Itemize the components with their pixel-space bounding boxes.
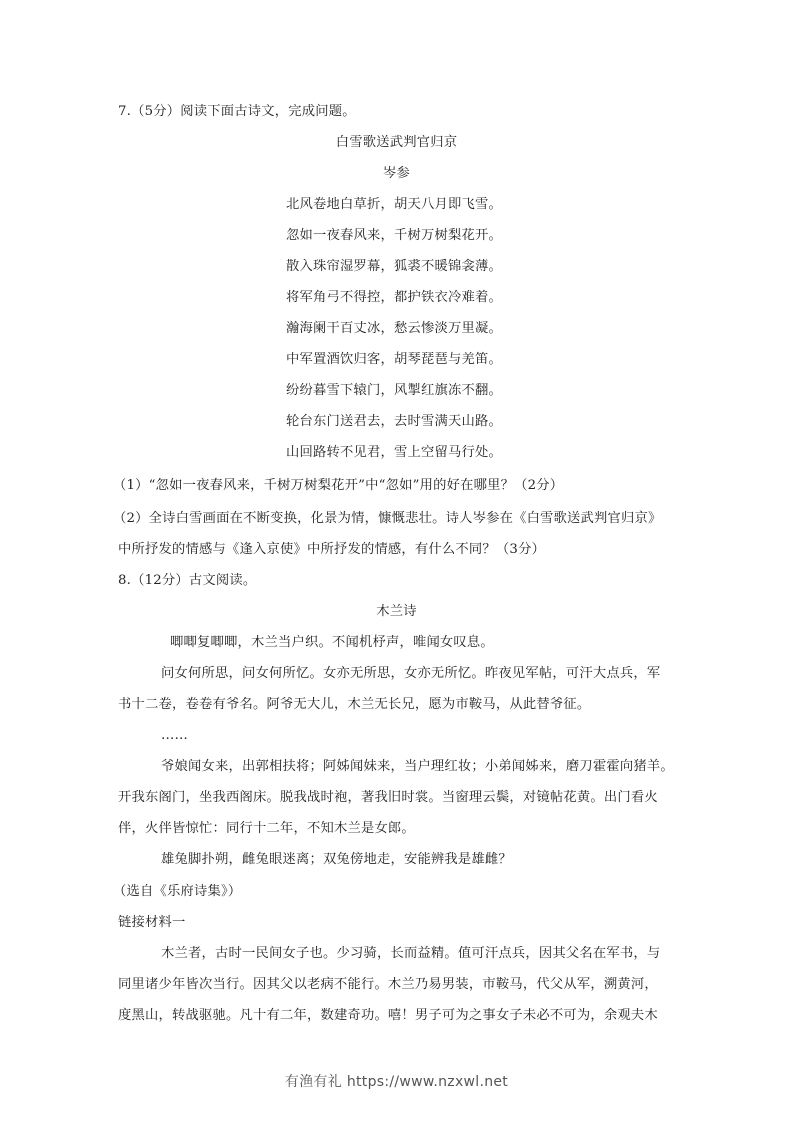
poem-title: 白雪歌送武判官归京 [335, 135, 458, 150]
poem-line: 北风卷地白草折，胡天八月即飞雪。 [286, 197, 502, 212]
poem-line: 散入珠帘湿罗幕，狐裘不暖锦衾薄。 [286, 259, 502, 274]
link-material-line: 同里诸少年皆次当行。因其父以老病不能行。木兰乃易男装，市鞍马，代父从军，溯黄河， [118, 977, 658, 992]
source-note: （选自《乐府诗集》） [113, 884, 242, 899]
poem-author: 岑参 [383, 166, 410, 181]
q7-subquestion-2-cont: 中所抒发的情感与《逢入京使》中所抒发的情感，有什么不同？（3分） [118, 542, 546, 557]
poem-line: 纷纷暮雪下辕门，风掣红旗冻不翻。 [286, 383, 502, 398]
paragraph-4: 雄兔脚扑朔，雌兔眼迷离；双兔傍地走，安能辨我是雄雌？ [161, 852, 512, 867]
paragraph-2-line: 问女何所思，问女何所忆。女亦无所思，女亦无所忆。昨夜见军帖，可汗大点兵，军 [161, 666, 661, 681]
paragraph-3-line: 爷娘闻女来，出郭相扶将；阿姊闻妹来，当户理红妆；小弟闻姊来，磨刀霍霍向猪羊。 [161, 759, 674, 774]
paragraph-3-line: 伴，火伴皆惊忙：同行十二年，不知木兰是女郎。 [118, 821, 415, 836]
paragraph-1: 唧唧复唧唧，木兰当户织。不闻机杼声，唯闻女叹息。 [170, 635, 494, 650]
poem-line: 山回路转不见君，雪上空留马行处。 [286, 445, 502, 460]
q7-subquestion-1: （1）“忽如一夜春风来，千树万树梨花开”中“忽如”用的好在哪里？（2分） [113, 478, 564, 493]
poem-line: 瀚海阑干百丈冰，愁云惨淡万里凝。 [286, 321, 502, 336]
poem-line: 中军置酒饮归客，胡琴琵琶与羌笛。 [286, 352, 502, 367]
paragraph-3-line: 开我东阁门，坐我西阁床。脱我战时袍，著我旧时裳。当窗理云鬓，对镜帖花黄。出门看火 [118, 790, 658, 805]
ellipsis: …… [161, 728, 188, 743]
paragraph-2-line: 书十二卷，卷卷有爷名。阿爷无大儿，木兰无长兄，愿为市鞍马，从此替爷征。 [118, 697, 591, 712]
link-material-line: 度黑山，转战驱驰。凡十有二年，数建奇功。嘻！男子可为之事女子未必不可为，余观夫木 [118, 1008, 658, 1023]
poem-line: 忽如一夜春风来，千树万树梨花开。 [286, 228, 502, 243]
q8-header: 8.（12分）古文阅读。 [118, 573, 257, 588]
poem-line: 轮台东门送君去，去时雪满天山路。 [286, 414, 502, 429]
poem-line: 将军角弓不得控，都护铁衣冷难着。 [286, 290, 502, 305]
q7-subquestion-2: （2）全诗白雪画面在不断变换，化景为情，慷慨悲壮。诗人岑参在《白雪歌送武判官归京》 [113, 511, 662, 526]
link-material-title: 链接材料一 [118, 915, 186, 930]
text-title: 木兰诗 [376, 604, 417, 619]
link-material-line: 木兰者，古时一民间女子也。少习骑，长而益精。值可汗点兵，因其父名在军书，与 [161, 946, 661, 961]
q7-header: 7.（5分）阅读下面古诗文，完成问题。 [118, 104, 356, 119]
footer-watermark: 有渔有礼 https://www.nzxwl.net [284, 1074, 509, 1090]
